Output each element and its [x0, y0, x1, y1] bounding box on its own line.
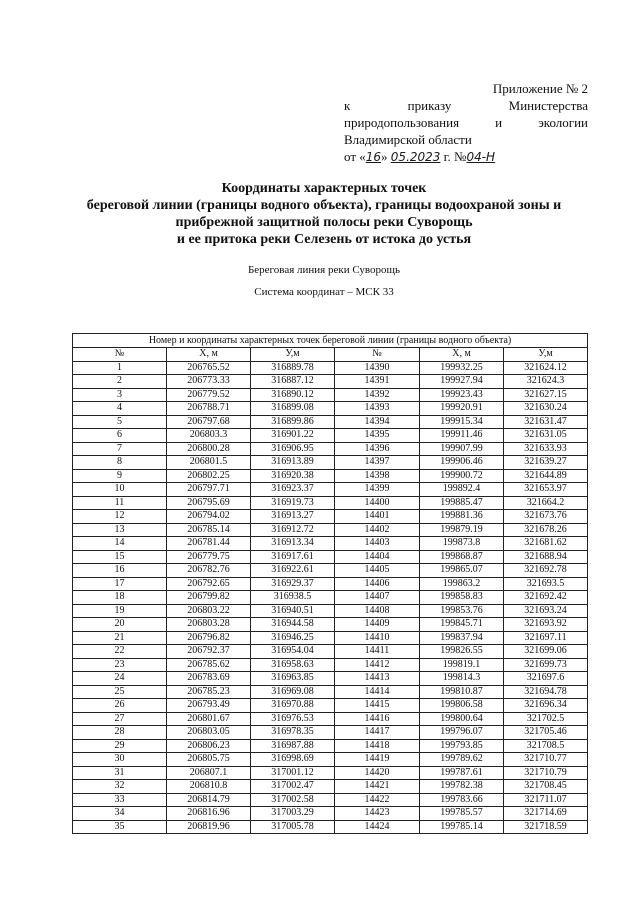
table-cell: 199927.94 [420, 375, 504, 389]
table-cell: 321699.73 [504, 658, 588, 672]
table-cell: 14390 [335, 361, 420, 375]
table-cell: 321705.46 [504, 726, 588, 740]
table-row [73, 685, 588, 699]
table-cell: 317005.78 [251, 820, 335, 834]
table-row [73, 766, 588, 780]
table-row [73, 456, 588, 470]
table-cell: 14403 [335, 537, 420, 551]
table-cell: 321708.45 [504, 780, 588, 794]
table-cell: 321633.93 [504, 442, 588, 456]
table-row [73, 442, 588, 456]
table-cell: 199806.58 [420, 699, 504, 713]
table-cell: 321718.59 [504, 820, 588, 834]
table-cell: 7 [73, 442, 167, 456]
table-cell: 199819.1 [420, 658, 504, 672]
table-cell: 199826.55 [420, 645, 504, 659]
table-row [73, 712, 588, 726]
appendix-line-3 [344, 114, 588, 131]
table-cell: 9 [73, 469, 167, 483]
table-cell: 14424 [335, 820, 420, 834]
table-cell: 321631.05 [504, 429, 588, 443]
table-cell: 316958.63 [251, 658, 335, 672]
table-cell: 206794.02 [167, 510, 251, 524]
table-cell: 316922.61 [251, 564, 335, 578]
table-cell: 206805.75 [167, 753, 251, 767]
table-cell: 14410 [335, 631, 420, 645]
appendix-word: Министерства [508, 98, 588, 113]
table-cell: 317003.29 [251, 807, 335, 821]
table-cell: 316890.12 [251, 388, 335, 402]
table-row [73, 753, 588, 767]
table-cell: 11 [73, 496, 167, 510]
table-cell: 321631.47 [504, 415, 588, 429]
table-cell: 28 [73, 726, 167, 740]
table-cell: 199906.46 [420, 456, 504, 470]
table-cell: 32 [73, 780, 167, 794]
table-cell: 206785.14 [167, 523, 251, 537]
table-cell: 27 [73, 712, 167, 726]
table-cell: 206819.96 [167, 820, 251, 834]
table-cell: 321694.78 [504, 685, 588, 699]
title-line-3: прибрежной защитной полосы реки Суворощь [175, 215, 473, 230]
table-cell: 321714.69 [504, 807, 588, 821]
table-cell: 6 [73, 429, 167, 443]
table-cell: 321693.92 [504, 618, 588, 632]
table-cell: 14402 [335, 523, 420, 537]
table-cell: 12 [73, 510, 167, 524]
table-cell: 199907.99 [420, 442, 504, 456]
table-header-row [73, 348, 588, 362]
table-cell: 15 [73, 550, 167, 564]
table-cell: 199923.43 [420, 388, 504, 402]
table-cell: 14401 [335, 510, 420, 524]
table-cell: 5 [73, 415, 167, 429]
table-cell: 321688.94 [504, 550, 588, 564]
table-cell: 14 [73, 537, 167, 551]
table-cell: 35 [73, 820, 167, 834]
handwritten-month-year: 05.2023 [390, 150, 441, 164]
table-cell: 14400 [335, 496, 420, 510]
table-row [73, 577, 588, 591]
table-row [73, 402, 588, 416]
table-cell: 14421 [335, 780, 420, 794]
table-cell: 199858.83 [420, 591, 504, 605]
table-cell: 199920.91 [420, 402, 504, 416]
table-cell: 199879.19 [420, 523, 504, 537]
table-cell: 13 [73, 523, 167, 537]
table-cell: 206803.05 [167, 726, 251, 740]
table-cell: 14408 [335, 604, 420, 618]
table-row [73, 564, 588, 578]
table-cell: 3 [73, 388, 167, 402]
table-cell: 317001.12 [251, 766, 335, 780]
table-cell: 316969.08 [251, 685, 335, 699]
coordinate-system-label: Система координат – МСК 33 [254, 286, 394, 298]
table-cell: 31 [73, 766, 167, 780]
table-cell: 206800.28 [167, 442, 251, 456]
table-cell: 316923.37 [251, 483, 335, 497]
table-cell: 316913.34 [251, 537, 335, 551]
table-cell: 199932.25 [420, 361, 504, 375]
table-cell: 199789.62 [420, 753, 504, 767]
table-cell: 199853.76 [420, 604, 504, 618]
table-row [73, 604, 588, 618]
table-row [73, 672, 588, 686]
title-line-4: и ее притока реки Селезень от истока до устья [176, 232, 472, 247]
table-cell: 199785.14 [420, 820, 504, 834]
table-cell: 206792.37 [167, 645, 251, 659]
table-row [73, 780, 588, 794]
table-row [73, 483, 588, 497]
table-cell: 206785.62 [167, 658, 251, 672]
table-row [73, 469, 588, 483]
table-cell: 14397 [335, 456, 420, 470]
column-header: № [73, 348, 167, 362]
appendix-word: к [344, 98, 351, 113]
table-cell: 4 [73, 402, 167, 416]
table-cell: 321678.26 [504, 523, 588, 537]
table-cell: 206816.96 [167, 807, 251, 821]
table-cell: 206783.69 [167, 672, 251, 686]
table-cell: 14406 [335, 577, 420, 591]
table-cell: 206801.67 [167, 712, 251, 726]
table-cell: 316917.61 [251, 550, 335, 564]
table-cell: 316889.78 [251, 361, 335, 375]
table-cell: 206801.5 [167, 456, 251, 470]
table-cell: 316954.04 [251, 645, 335, 659]
table-cell: 14407 [335, 591, 420, 605]
table-cell: 24 [73, 672, 167, 686]
appendix-word: экологии [538, 115, 589, 130]
table-cell: 25 [73, 685, 167, 699]
table-cell: 321653.97 [504, 483, 588, 497]
table-cell: 316987.88 [251, 739, 335, 753]
section-subtitle: Береговая линия реки Суворощь [247, 264, 401, 276]
date-number-label: г. № [443, 149, 467, 164]
table-cell: 14411 [335, 645, 420, 659]
table-row [73, 537, 588, 551]
title-line-1: Координаты характерных точек [221, 181, 427, 196]
table-cell: 316899.08 [251, 402, 335, 416]
table-cell: 316978.35 [251, 726, 335, 740]
table-cell: 321702.5 [504, 712, 588, 726]
table-cell: 316920.38 [251, 469, 335, 483]
table-cell: 206785.23 [167, 685, 251, 699]
table-cell: 316963.85 [251, 672, 335, 686]
table-cell: 321644.89 [504, 469, 588, 483]
table-cell: 14422 [335, 793, 420, 807]
table-cell: 14420 [335, 766, 420, 780]
table-cell: 206814.79 [167, 793, 251, 807]
table-cell: 321639.27 [504, 456, 588, 470]
table-cell: 206807.1 [167, 766, 251, 780]
table-cell: 321693.24 [504, 604, 588, 618]
table-cell: 14404 [335, 550, 420, 564]
table-cell: 14415 [335, 699, 420, 713]
column-header: № [335, 348, 420, 362]
table-cell: 316970.88 [251, 699, 335, 713]
table-cell: 316944.58 [251, 618, 335, 632]
table-cell: 321627.15 [504, 388, 588, 402]
table-cell: 19 [73, 604, 167, 618]
table-cell: 14416 [335, 712, 420, 726]
table-cell: 206795.69 [167, 496, 251, 510]
table-cell: 8 [73, 456, 167, 470]
table-row [73, 375, 588, 389]
order-date-line [344, 148, 588, 166]
table-cell: 316899.86 [251, 415, 335, 429]
document-title [40, 180, 608, 248]
table-body [73, 361, 588, 834]
appendix-word: приказу [407, 98, 452, 113]
table-row [73, 820, 588, 834]
appendix-word: природопользования [344, 115, 460, 130]
table-row [73, 645, 588, 659]
table-cell: 199911.46 [420, 429, 504, 443]
table-cell: 321664.2 [504, 496, 588, 510]
table-cell: 199868.87 [420, 550, 504, 564]
table-cell: 206779.75 [167, 550, 251, 564]
table-cell: 14392 [335, 388, 420, 402]
table-cell: 206810.8 [167, 780, 251, 794]
table-cell: 321696.34 [504, 699, 588, 713]
table-cell: 206797.71 [167, 483, 251, 497]
appendix-block [344, 80, 588, 166]
table-cell: 321630.24 [504, 402, 588, 416]
table-cell: 206797.68 [167, 415, 251, 429]
table-cell: 206773.33 [167, 375, 251, 389]
table-cell: 14418 [335, 739, 420, 753]
table-cell: 199782.38 [420, 780, 504, 794]
table-cell: 14409 [335, 618, 420, 632]
table-cell: 321708.5 [504, 739, 588, 753]
table-cell: 321692.42 [504, 591, 588, 605]
table-cell: 206799.82 [167, 591, 251, 605]
table-cell: 199900.72 [420, 469, 504, 483]
table-cell: 199800.64 [420, 712, 504, 726]
table-cell: 206803.22 [167, 604, 251, 618]
table-cell: 26 [73, 699, 167, 713]
table-row [73, 496, 588, 510]
table-cell: 206782.76 [167, 564, 251, 578]
table-row [73, 510, 588, 524]
table-cell: 321624.12 [504, 361, 588, 375]
table-row [73, 618, 588, 632]
table-cell: 2 [73, 375, 167, 389]
table-cell: 199785.57 [420, 807, 504, 821]
table-cell: 317002.47 [251, 780, 335, 794]
table-row [73, 739, 588, 753]
table-cell: 316938.5 [251, 591, 335, 605]
table-cell: 29 [73, 739, 167, 753]
table-cell: 14412 [335, 658, 420, 672]
table-cell: 199885.47 [420, 496, 504, 510]
table-cell: 199863.2 [420, 577, 504, 591]
table-caption: Номер и координаты характерных точек береговой линии (границы водного объекта) [73, 334, 588, 348]
table-cell: 321697.6 [504, 672, 588, 686]
table-cell: 199892.4 [420, 483, 504, 497]
table-cell: 206793.49 [167, 699, 251, 713]
table-cell: 199810.87 [420, 685, 504, 699]
table-cell: 16 [73, 564, 167, 578]
appendix-line-4: Владимирской области [344, 132, 472, 147]
table-cell: 199783.66 [420, 793, 504, 807]
table-cell: 321711.07 [504, 793, 588, 807]
table-cell: 199881.36 [420, 510, 504, 524]
table-row [73, 361, 588, 375]
table-cell: 14423 [335, 807, 420, 821]
column-header: Х, м [420, 348, 504, 362]
table-cell: 14394 [335, 415, 420, 429]
table-cell: 199787.61 [420, 766, 504, 780]
date-mid: » [381, 149, 388, 164]
table-cell: 316913.89 [251, 456, 335, 470]
table-row [73, 429, 588, 443]
table-cell: 206781.44 [167, 537, 251, 551]
table-cell: 14413 [335, 672, 420, 686]
table-cell: 199814.3 [420, 672, 504, 686]
table-cell: 14391 [335, 375, 420, 389]
table-cell: 316946.25 [251, 631, 335, 645]
table-cell: 321710.79 [504, 766, 588, 780]
table-cell: 321692.78 [504, 564, 588, 578]
table-cell: 316919.73 [251, 496, 335, 510]
table-cell: 317002.58 [251, 793, 335, 807]
table-cell: 14417 [335, 726, 420, 740]
table-cell: 14414 [335, 685, 420, 699]
table-cell: 206788.71 [167, 402, 251, 416]
table-cell: 206802.25 [167, 469, 251, 483]
table-cell: 199873.8 [420, 537, 504, 551]
table-cell: 316901.22 [251, 429, 335, 443]
table-cell: 206792.65 [167, 577, 251, 591]
table-cell: 316940.51 [251, 604, 335, 618]
table-cell: 20 [73, 618, 167, 632]
table-cell: 321699.06 [504, 645, 588, 659]
table-cell: 10 [73, 483, 167, 497]
table-cell: 321681.62 [504, 537, 588, 551]
table-row [73, 388, 588, 402]
table-cell: 17 [73, 577, 167, 591]
table-cell: 206803.28 [167, 618, 251, 632]
table-cell: 23 [73, 658, 167, 672]
table-row [73, 807, 588, 821]
table-cell: 14419 [335, 753, 420, 767]
table-cell: 199915.34 [420, 415, 504, 429]
table-cell: 321693.5 [504, 577, 588, 591]
table-cell: 199796.07 [420, 726, 504, 740]
table-cell: 199793.85 [420, 739, 504, 753]
table-cell: 199845.71 [420, 618, 504, 632]
appendix-title: Приложение № 2 [492, 81, 588, 96]
table-cell: 321697.11 [504, 631, 588, 645]
table-cell: 22 [73, 645, 167, 659]
appendix-word: и [495, 115, 503, 130]
table-cell: 316912.72 [251, 523, 335, 537]
appendix-line-2 [344, 97, 588, 114]
table-cell: 14395 [335, 429, 420, 443]
table-cell: 1 [73, 361, 167, 375]
table-cell: 316906.95 [251, 442, 335, 456]
title-line-2: береговой линии (границы водного объекта), границы водоохраной зоны и [86, 198, 562, 213]
handwritten-order-number: 04-Н [466, 150, 496, 164]
table-cell: 321624.3 [504, 375, 588, 389]
table-cell: 316976.53 [251, 712, 335, 726]
date-prefix: от « [344, 149, 366, 164]
table-row [73, 415, 588, 429]
table-cell: 206806.23 [167, 739, 251, 753]
table-cell: 206796.82 [167, 631, 251, 645]
table-cell: 199837.94 [420, 631, 504, 645]
table-cell: 316998.69 [251, 753, 335, 767]
table-cell: 206765.52 [167, 361, 251, 375]
table-row [73, 523, 588, 537]
table-cell: 14405 [335, 564, 420, 578]
table-row [73, 793, 588, 807]
table-cell: 14393 [335, 402, 420, 416]
table-cell: 18 [73, 591, 167, 605]
table-cell: 316887.12 [251, 375, 335, 389]
table-cell: 206803.3 [167, 429, 251, 443]
table-row [73, 550, 588, 564]
table-row [73, 699, 588, 713]
table-cell: 33 [73, 793, 167, 807]
table-cell: 206779.52 [167, 388, 251, 402]
column-header: Х, м [167, 348, 251, 362]
table-row [73, 591, 588, 605]
handwritten-day: 16 [365, 150, 382, 164]
table-row [73, 726, 588, 740]
table-cell: 14399 [335, 483, 420, 497]
column-header: У,м [251, 348, 335, 362]
table-cell: 34 [73, 807, 167, 821]
table-row [73, 631, 588, 645]
table-cell: 30 [73, 753, 167, 767]
table-row [73, 658, 588, 672]
table-cell: 199865.07 [420, 564, 504, 578]
table-cell: 14396 [335, 442, 420, 456]
table-cell: 14398 [335, 469, 420, 483]
coordinates-table [72, 333, 588, 834]
table-cell: 321673.76 [504, 510, 588, 524]
table-cell: 316929.37 [251, 577, 335, 591]
table-cell: 316913.27 [251, 510, 335, 524]
table-cell: 21 [73, 631, 167, 645]
column-header: У,м [504, 348, 588, 362]
table-cell: 321710.77 [504, 753, 588, 767]
